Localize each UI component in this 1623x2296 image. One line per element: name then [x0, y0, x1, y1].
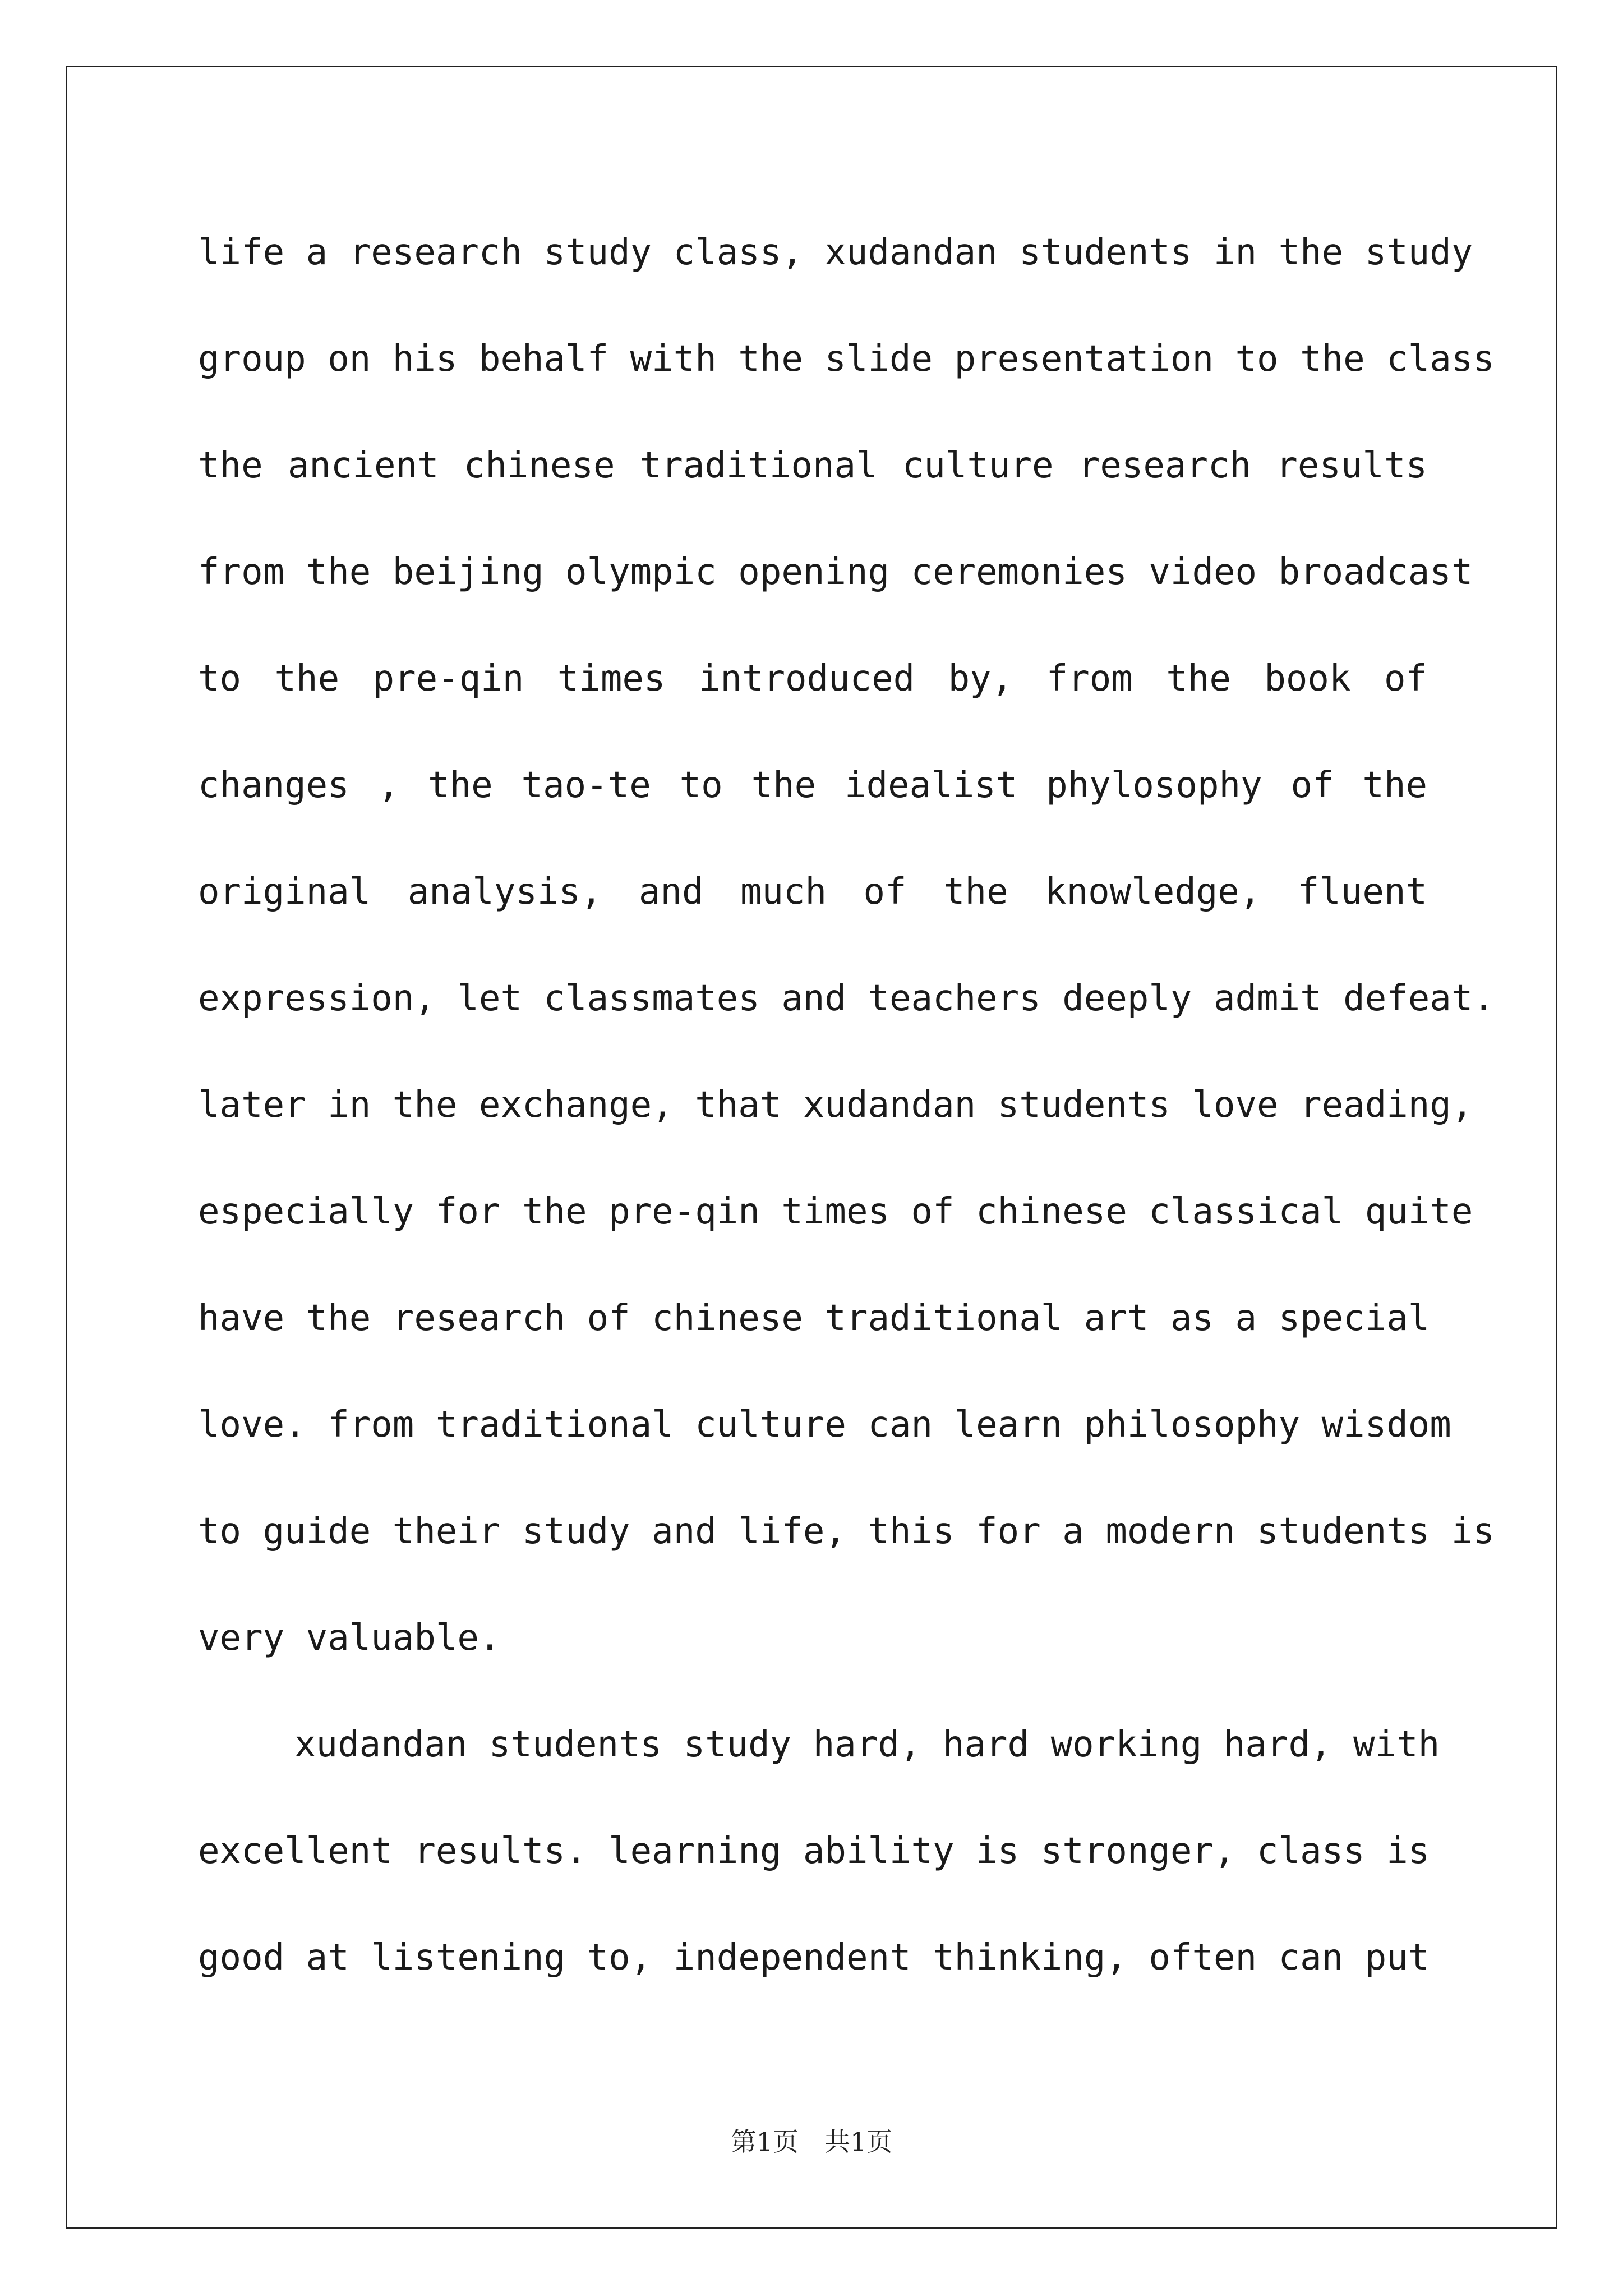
- page-border: [66, 66, 1557, 2229]
- text-line: to guide their study and life, this for a modern students is: [198, 1511, 1495, 1552]
- text-line: excellent results. learning ability is stronger, class is: [198, 1830, 1430, 1872]
- text-line: to the pre-qin times introduced by, from the book of: [198, 658, 1427, 700]
- text-line: original analysis, and much of the knowledge, fluent: [198, 871, 1427, 913]
- text-line: very valuable.: [198, 1617, 501, 1659]
- page-number-footer: 第1页 共1页: [730, 2127, 893, 2157]
- text-line: group on his behalf with the slide presentation to the class: [198, 338, 1495, 380]
- text-line: have the research of chinese traditional art as a special: [198, 1297, 1430, 1339]
- text-line: changes , the tao-te to the idealist phylosophy of the: [198, 765, 1427, 806]
- text-line: later in the exchange, that xudandan students love reading,: [198, 1084, 1473, 1126]
- text-line: good at listening to, independent thinking, often can put: [198, 1937, 1430, 1978]
- text-line: expression, let classmates and teachers deeply admit defeat.: [198, 978, 1495, 1019]
- text-line: love. from traditional culture can learn philosophy wisdom: [198, 1404, 1451, 1446]
- text-line: especially for the pre-qin times of chinese classical quite: [198, 1191, 1473, 1232]
- text-line: life a research study class, xudandan students in the study: [198, 232, 1473, 273]
- text-line: from the beijing olympic opening ceremonies video broadcast: [198, 551, 1473, 593]
- text-line: xudandan students study hard, hard working hard, with: [294, 1724, 1440, 1765]
- text-line: the ancient chinese traditional culture research results: [198, 445, 1427, 486]
